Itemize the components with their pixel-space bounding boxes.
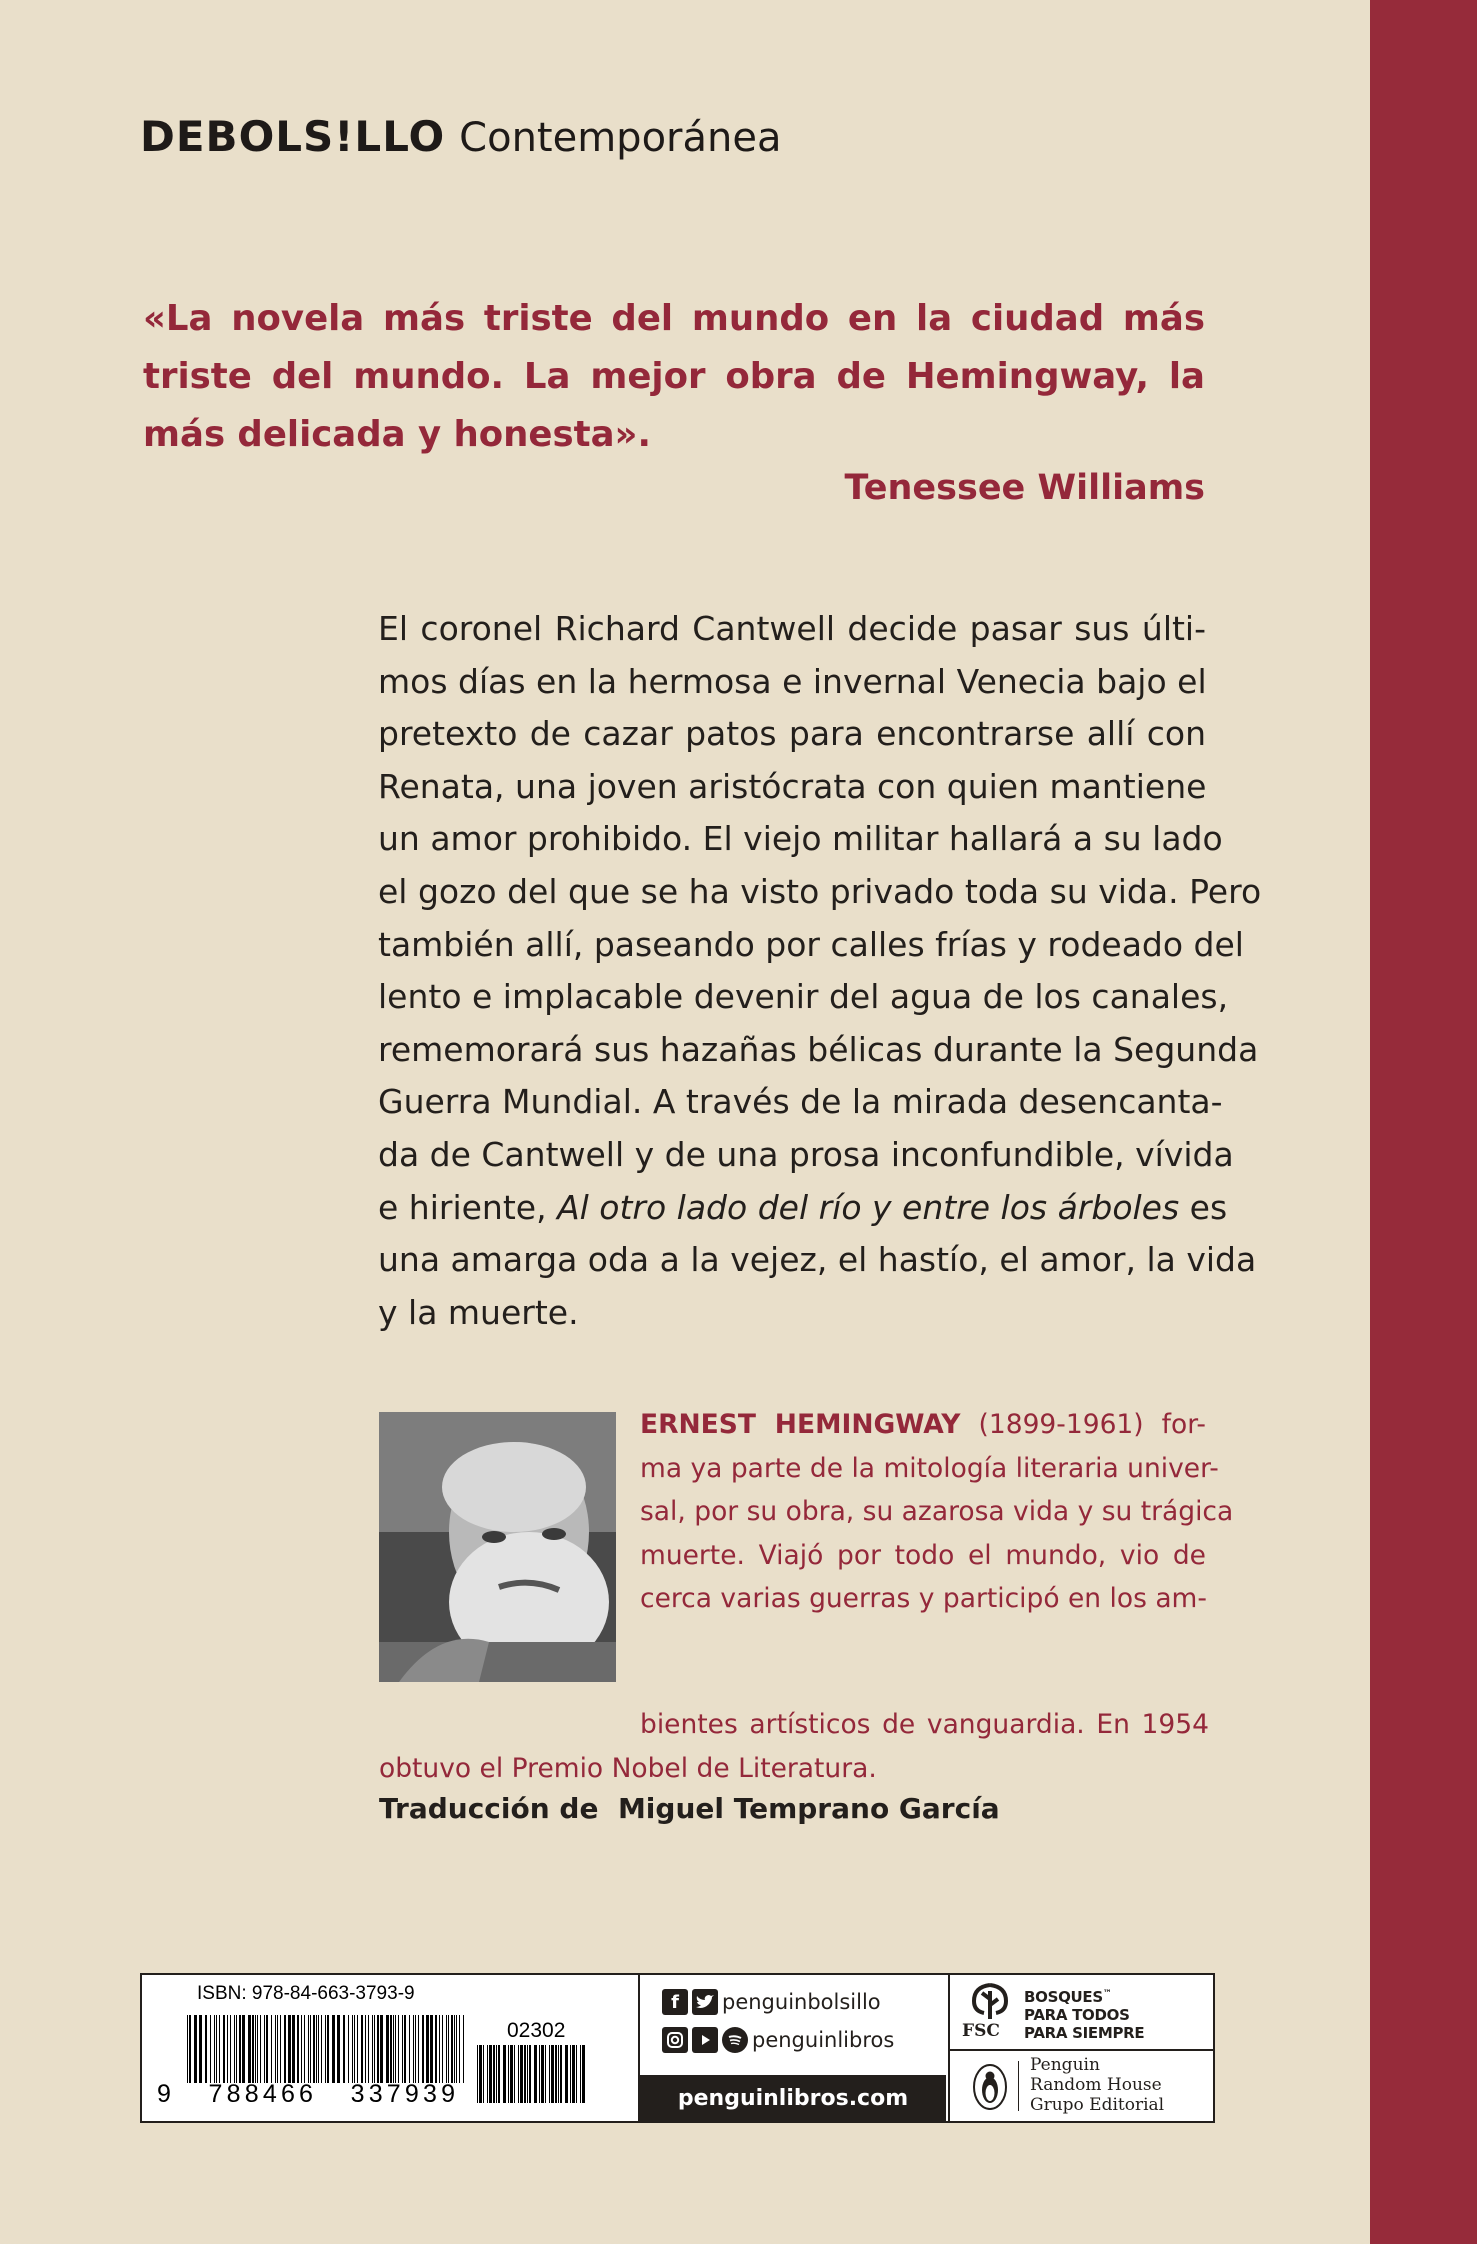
barcode-bar xyxy=(352,2015,353,2083)
barcode-bar xyxy=(398,2015,399,2083)
blurb-quote: «La novela más triste del mundo en la ciudad más triste del mundo. La mejor obra de Hemingway, la más delicada y honesta». xyxy=(143,298,1205,455)
barcode-bar xyxy=(493,2045,495,2103)
barcode-bar xyxy=(354,2015,355,2083)
barcode-bar xyxy=(527,2045,528,2103)
barcode-bar xyxy=(582,2045,585,2103)
blurb-author: Tenessee Williams xyxy=(844,468,1205,508)
barcode-bar xyxy=(496,2045,497,2103)
bio-line: sal, por su obra, su azarosa vida y su trágica xyxy=(640,1496,1234,1527)
synopsis-line: pretexto de cazar patos para encontrarse allí con xyxy=(378,714,1206,754)
fsc-tree-icon xyxy=(964,1981,1016,2021)
synopsis-line: lento e implacable devenir del agua de los canales, xyxy=(378,977,1229,1017)
barcode-bar xyxy=(255,2015,256,2083)
barcode-bar xyxy=(560,2045,562,2103)
synopsis-line: mos días en la hermosa e invernal Venecia bajo el xyxy=(378,661,1207,701)
barcode-bar xyxy=(549,2045,550,2103)
barcode-bar xyxy=(194,2015,197,2083)
barcode-bar xyxy=(395,2015,396,2083)
barcode-panel xyxy=(142,1975,640,2121)
barcode-bar xyxy=(565,2045,568,2103)
barcode-bar xyxy=(252,2015,254,2083)
barcode-bar xyxy=(529,2045,531,2103)
barcode-bar xyxy=(442,2015,443,2083)
barcode-bar xyxy=(318,2015,319,2083)
barcode-bar xyxy=(487,2045,488,2103)
barcode-bar xyxy=(572,2045,575,2103)
barcode-bar xyxy=(545,2045,546,2103)
barcode-bar xyxy=(534,2045,537,2103)
collection-name: Contemporánea xyxy=(459,115,782,161)
instagram-icon xyxy=(662,2027,688,2053)
barcode-bar xyxy=(508,2045,509,2103)
barcode-bar xyxy=(580,2045,581,2103)
author-bio-tail xyxy=(379,1703,1209,1790)
social-panel xyxy=(640,1975,950,2121)
bio-line xyxy=(640,1403,1206,1447)
barcode-bar xyxy=(368,2015,369,2083)
synopsis-line: un amor prohibido. El viejo militar hallará a su lado xyxy=(378,819,1223,859)
translator-credit: Traducción de Miguel Temprano García xyxy=(379,1792,1000,1825)
barcode-bar xyxy=(479,2045,482,2103)
barcode-bar xyxy=(524,2045,526,2103)
barcode-bar xyxy=(374,2015,375,2083)
barcode-bar xyxy=(304,2015,305,2083)
barcode-bar xyxy=(365,2015,366,2083)
barcode-bar xyxy=(489,2045,492,2103)
barcode-bar xyxy=(415,2015,416,2083)
publisher-divider xyxy=(1018,2061,1019,2111)
barcode-bar xyxy=(404,2015,406,2083)
fsc-tagline xyxy=(1024,1985,1174,2042)
barcode-bar xyxy=(463,2015,464,2083)
publisher-name xyxy=(1030,2055,1164,2115)
fsc-tagline-line: BOSQUES xyxy=(1024,1988,1103,2006)
synopsis-line: rememorará sus hazañas bélicas durante la Segunda xyxy=(378,1029,1259,1069)
barcode-bar xyxy=(510,2045,513,2103)
barcode-bar xyxy=(518,2045,519,2103)
penguin-logo-icon xyxy=(972,2063,1008,2111)
bio-line: bientes artísticos de vanguardia. En 1954 xyxy=(640,1709,1209,1740)
spotify-icon xyxy=(722,2027,748,2053)
synopsis-line: El coronel Richard Cantwell decide pasar sus últi- xyxy=(378,609,1206,648)
barcode-bar xyxy=(446,2015,447,2083)
bio-line: muerte. Viajó por todo el mundo, vio de xyxy=(640,1539,1206,1571)
barcode-bar xyxy=(570,2045,571,2103)
barcode-bar xyxy=(503,2045,506,2103)
youtube-icon xyxy=(692,2027,718,2053)
barcode-bar xyxy=(310,2015,311,2083)
info-box xyxy=(140,1973,1215,2123)
barcode-bar xyxy=(275,2015,276,2083)
publisher-panel xyxy=(950,2051,1213,2121)
barcode-bar xyxy=(210,2015,211,2083)
barcode-bar xyxy=(361,2015,363,2083)
fsc-label: FSC xyxy=(962,2021,1000,2041)
publisher-line: Grupo Editorial xyxy=(1030,2095,1165,2115)
book-title: Al otro lado del río y entre los árboles xyxy=(557,1187,1180,1227)
isbn-label: ISBN: 978-84-663-3793-9 xyxy=(197,1983,415,2004)
barcode-bar xyxy=(337,2015,340,2083)
barcode-bar xyxy=(284,2015,286,2083)
barcode-bar xyxy=(216,2015,217,2083)
social-handle: penguinbolsillo xyxy=(722,1990,881,2014)
barcode-bar xyxy=(372,2015,373,2083)
synopsis-line: Guerra Mundial. A través de la mirada desencanta- xyxy=(378,1082,1223,1122)
author-portrait xyxy=(379,1412,616,1682)
spine-band xyxy=(1370,0,1477,2244)
barcode-bar xyxy=(227,2015,228,2083)
synopsis-line: una amarga oda a la vejez, el hastío, el amor, la vida xyxy=(378,1240,1257,1280)
barcode-bar xyxy=(539,2045,540,2103)
barcode-bar xyxy=(266,2015,268,2083)
barcode-bar xyxy=(514,2045,515,2103)
barcode-bar xyxy=(236,2015,237,2083)
barcode-bar xyxy=(277,2015,278,2083)
social-handle: penguinlibros xyxy=(752,2028,895,2052)
barcode-bar xyxy=(343,2015,345,2083)
barcode-bar xyxy=(288,2015,291,2083)
author-bio xyxy=(640,1403,1234,1621)
synopsis-line xyxy=(378,1182,1228,1235)
facebook-icon: f xyxy=(662,1989,688,2015)
synopsis xyxy=(378,603,1262,1339)
social-row-bolsillo[interactable] xyxy=(662,1989,881,2015)
social-row-libros[interactable] xyxy=(662,2027,894,2053)
barcode-bar xyxy=(439,2015,440,2083)
price-code: 02302 xyxy=(507,2019,566,2042)
author-name: ERNEST HEMINGWAY xyxy=(640,1409,961,1440)
barcode-bar xyxy=(418,2015,419,2083)
barcode-bar xyxy=(332,2015,335,2083)
barcode-bar xyxy=(456,2015,457,2083)
barcode-bar xyxy=(316,2015,317,2083)
synopsis-text: es xyxy=(1179,1187,1228,1227)
portrait-drawing xyxy=(379,1412,616,1682)
barcode-bar xyxy=(477,2045,478,2103)
barcode-bar xyxy=(297,2015,299,2083)
barcode-bar xyxy=(386,2015,389,2083)
barcode-bar xyxy=(422,2015,424,2083)
barcode-bar xyxy=(380,2015,383,2083)
bio-line: cerca varias guerras y participó en los am- xyxy=(640,1583,1207,1614)
barcode-bar xyxy=(435,2015,437,2083)
barcode-addon-image xyxy=(477,2045,587,2103)
barcode-bar xyxy=(327,2015,329,2083)
barcode-bar xyxy=(348,2015,349,2083)
barcode-bar xyxy=(260,2015,261,2083)
barcode-image xyxy=(187,2015,467,2083)
barcode-bar xyxy=(426,2015,429,2083)
barcode-bar xyxy=(223,2015,225,2083)
synopsis-line: Renata, una joven aristócrata con quien mantiene xyxy=(378,766,1207,806)
barcode-bar xyxy=(214,2015,215,2083)
brand-header xyxy=(140,112,781,168)
publisher-line: Penguin xyxy=(1030,2055,1100,2075)
barcode-bar xyxy=(558,2045,559,2103)
barcode-bar xyxy=(189,2015,191,2083)
barcode-bar xyxy=(234,2015,235,2083)
barcode-bar xyxy=(555,2045,557,2103)
bio-line: ma ya parte de la mitología literaria univer- xyxy=(640,1452,1219,1484)
synopsis-line: también allí, paseando por calles frías y rodeado del xyxy=(378,924,1244,964)
bio-text: (1899-1961) for- xyxy=(960,1409,1206,1440)
barcode-bar xyxy=(257,2015,258,2083)
barcode-bar xyxy=(430,2015,433,2083)
barcode-bar xyxy=(321,2015,322,2083)
barcode-bar xyxy=(551,2045,554,2103)
barcode-bar xyxy=(280,2015,281,2083)
barcode-bar xyxy=(230,2015,231,2083)
barcode-bar xyxy=(459,2015,460,2083)
barcode-bar xyxy=(448,2015,449,2083)
fsc-tagline-line: PARA SIEMPRE xyxy=(1024,2024,1145,2042)
ean-digits: 9 788466 337939 xyxy=(157,2080,460,2108)
barcode-bar xyxy=(187,2015,188,2083)
barcode-bar xyxy=(377,2015,379,2083)
barcode-bar xyxy=(264,2015,265,2083)
synopsis-line: y la muerte. xyxy=(378,1292,579,1332)
barcode-bar xyxy=(271,2015,272,2083)
barcode-bar xyxy=(498,2045,500,2103)
twitter-icon xyxy=(692,1989,718,2015)
barcode-bar xyxy=(239,2015,241,2083)
barcode-bar xyxy=(454,2015,455,2083)
barcode-bar xyxy=(413,2015,414,2083)
publisher-logo: DEBOLS!LLO xyxy=(140,112,446,161)
synopsis-text: e hiriente, xyxy=(378,1187,558,1227)
barcode-bar xyxy=(390,2015,392,2083)
website-link[interactable]: penguinlibros.com xyxy=(640,2075,946,2121)
barcode-bar xyxy=(409,2015,410,2083)
barcode-bar xyxy=(357,2015,358,2083)
fsc-tagline-line: PARA TODOS xyxy=(1024,2006,1130,2024)
barcode-bar xyxy=(576,2045,577,2103)
barcode-bar xyxy=(402,2015,403,2083)
barcode-bar xyxy=(393,2015,394,2083)
barcode-bar xyxy=(199,2015,202,2083)
barcode-bar xyxy=(205,2015,207,2083)
fsc-panel xyxy=(950,1975,1213,2051)
barcode-bar xyxy=(313,2015,315,2083)
synopsis-line: da de Cantwell y de una prosa inconfundible, vívida xyxy=(378,1134,1234,1174)
barcode-bar xyxy=(325,2015,326,2083)
barcode-bar xyxy=(248,2015,251,2083)
barcode-bar xyxy=(292,2015,295,2083)
fsc-trademark: ™ xyxy=(1102,1989,1112,1999)
barcode-bar xyxy=(541,2045,544,2103)
barcode-bar xyxy=(301,2015,302,2083)
barcode-bar xyxy=(242,2015,245,2083)
publisher-line: Random House xyxy=(1030,2075,1162,2095)
bio-line: obtuvo el Premio Nobel de Literatura. xyxy=(379,1752,877,1784)
synopsis-line: el gozo del que se ha visto privado toda su vida. Pero xyxy=(378,871,1262,911)
barcode-bar xyxy=(451,2015,453,2083)
barcode-bar xyxy=(219,2015,220,2083)
barcode-bar xyxy=(483,2045,484,2103)
barcode-bar xyxy=(520,2045,523,2103)
barcode-bar xyxy=(308,2015,309,2083)
